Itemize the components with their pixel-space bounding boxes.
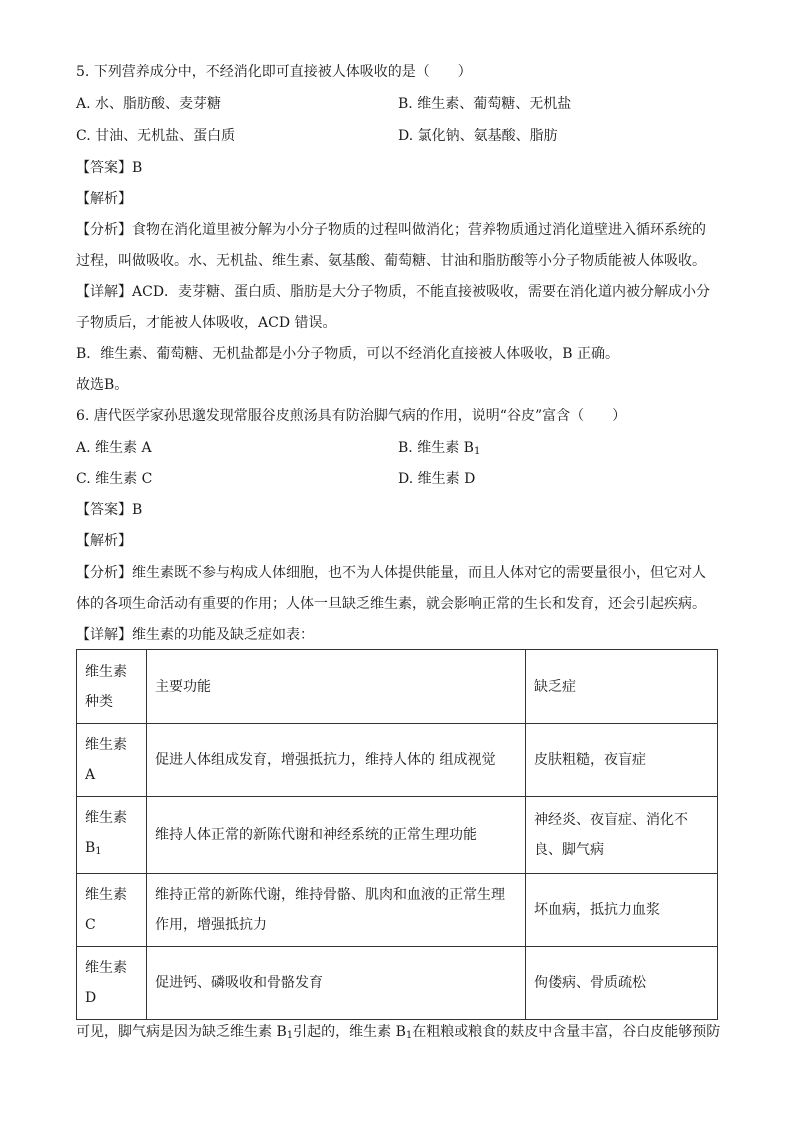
vitamin-name-cell bbox=[77, 874, 147, 947]
q5-conclusion: 故选B。 bbox=[76, 377, 129, 393]
q6-detail-intro: 【详解】维生素的功能及缺乏症如表： bbox=[76, 627, 314, 643]
q5-option-a: A. 水、脂肪酸、麦芽糖 bbox=[76, 96, 222, 112]
q6-jiexi-label: 【解析】 bbox=[76, 533, 132, 549]
q5-option-b: B. 维生素、葡萄糖、无机盐 bbox=[398, 96, 572, 112]
vitamin-deficiency-cell: 皮肤粗糙，夜盲症 bbox=[526, 724, 718, 797]
footer-conclusion-line bbox=[76, 1022, 720, 1046]
footer-subscript-2: 1 bbox=[405, 1030, 413, 1041]
vitamin-name-cell bbox=[77, 724, 147, 797]
header-kind-cell bbox=[77, 650, 147, 724]
vitamin-name-line-1: 维生素 bbox=[85, 810, 127, 826]
q6-option-b-text: B. 维生素 B bbox=[398, 440, 474, 456]
q5-option-c: C. 甘油、无机盐、蛋白质 bbox=[76, 128, 236, 144]
vitamin-name-cell bbox=[77, 947, 147, 1020]
q6-stem: 6. 唐代医学家孙思邈发现常服谷皮煎汤具有防治脚气病的作用，说明“谷皮”富含（ ） bbox=[76, 408, 627, 424]
header-kind-line-1: 维生素 bbox=[85, 663, 127, 680]
q5-answer: 【答案】B bbox=[76, 160, 143, 176]
vitamin-name-line-2 bbox=[85, 833, 138, 867]
footer-text-3: 在粗粮或粮食的麸皮中含量丰富，谷白皮能够预防 bbox=[412, 1024, 721, 1040]
q6-option-c: C. 维生素 C bbox=[76, 471, 153, 487]
q5-stem: 5. 下列营养成分中，不经消化即可直接被人体吸收的是（ ） bbox=[76, 64, 472, 80]
vitamin-function-cell: 促进钙、磷吸收和骨骼发育 bbox=[147, 947, 526, 1020]
table-row bbox=[77, 874, 718, 947]
vitamin-name-line-1: 维生素 bbox=[85, 887, 127, 903]
q6-option-a: A. 维生素 A bbox=[76, 440, 152, 456]
vitamin-name-line-2: A bbox=[85, 767, 96, 783]
header-kind-line-2: 种类 bbox=[85, 693, 113, 710]
vitamin-deficiency-cell: 神经炎、夜盲症、消化不良、脚气病 bbox=[526, 797, 718, 874]
vitamin-subscript: 1 bbox=[95, 846, 102, 857]
vitamin-name-line-2: D bbox=[85, 990, 97, 1006]
vitamin-letter: B bbox=[85, 840, 96, 856]
q6-answer: 【答案】B bbox=[76, 502, 143, 518]
footer-text-1: 可见，脚气病是因为缺乏维生素 B bbox=[76, 1024, 287, 1040]
vitamin-function-cell: 维持人体正常的新陈代谢和神经系统的正常生理功能 bbox=[147, 797, 526, 874]
table-header-row bbox=[77, 650, 718, 724]
vitamin-table bbox=[76, 649, 718, 1020]
vitamin-name-line-1: 维生素 bbox=[85, 737, 127, 753]
header-function-cell: 主要功能 bbox=[147, 650, 526, 724]
q6-option-b bbox=[398, 438, 480, 462]
q6-option-d: D. 维生素 D bbox=[398, 471, 476, 487]
q5-analysis-line-2: 过程，叫做吸收。水、无机盐、维生素、氨基酸、葡萄糖、甘油和脂肪酸等小分子物质能被人体吸收。 bbox=[76, 253, 706, 269]
footer-subscript-1: 1 bbox=[286, 1030, 294, 1041]
q5-jiexi-label: 【解析】 bbox=[76, 191, 132, 207]
q5-detail-line-2: 子物质后，才能被人体吸收，ACD 错误。 bbox=[76, 315, 337, 331]
table-row bbox=[77, 947, 718, 1020]
q5-analysis-line-1: 【分析】食物在消化道里被分解为小分子物质的过程叫做消化；营养物质通过消化道壁进入循环系统的 bbox=[76, 222, 706, 238]
footer-text-2: 引起的，维生素 B bbox=[293, 1024, 406, 1040]
header-deficiency-cell: 缺乏症 bbox=[526, 650, 718, 724]
vitamin-function-cell: 促进人体组成发育，增强抵抗力，维持人体的 组成视觉 bbox=[147, 724, 526, 797]
q6-option-b-subscript: 1 bbox=[473, 446, 481, 457]
table-row bbox=[77, 724, 718, 797]
vitamin-name-line-1: 维生素 bbox=[85, 960, 127, 976]
vitamin-function-cell: 维持正常的新陈代谢，维持骨骼、肌肉和血液的正常生理作用，增强抵抗力 bbox=[147, 874, 526, 947]
vitamin-deficiency-cell: 佝偻病、骨质疏松 bbox=[526, 947, 718, 1020]
q5-detail-line-1: 【详解】ACD．麦芽糖、蛋白质、脂肪是大分子物质，不能直接被吸收，需要在消化道内被分解成小分 bbox=[76, 284, 711, 300]
q5-option-d: D. 氯化钠、氨基酸、脂肪 bbox=[398, 128, 558, 144]
vitamin-name-line-2: C bbox=[85, 917, 96, 933]
q5-detail-line-3: B．维生素、葡萄糖、无机盐都是小分子物质，可以不经消化直接被人体吸收，B 正确。 bbox=[76, 346, 620, 362]
q6-analysis-line-2: 体的各项生命活动有重要的作用；人体一旦缺乏维生素，就会影响正常的生长和发育，还会引起疾病。 bbox=[76, 596, 706, 612]
vitamin-deficiency-cell: 坏血病，抵抗力血浆 bbox=[526, 874, 718, 947]
vitamin-name-cell bbox=[77, 797, 147, 874]
q6-analysis-line-1: 【分析】维生素既不参与构成人体细胞，也不为人体提供能量，而且人体对它的需要量很小，但它对人 bbox=[76, 565, 706, 581]
table-row bbox=[77, 797, 718, 874]
